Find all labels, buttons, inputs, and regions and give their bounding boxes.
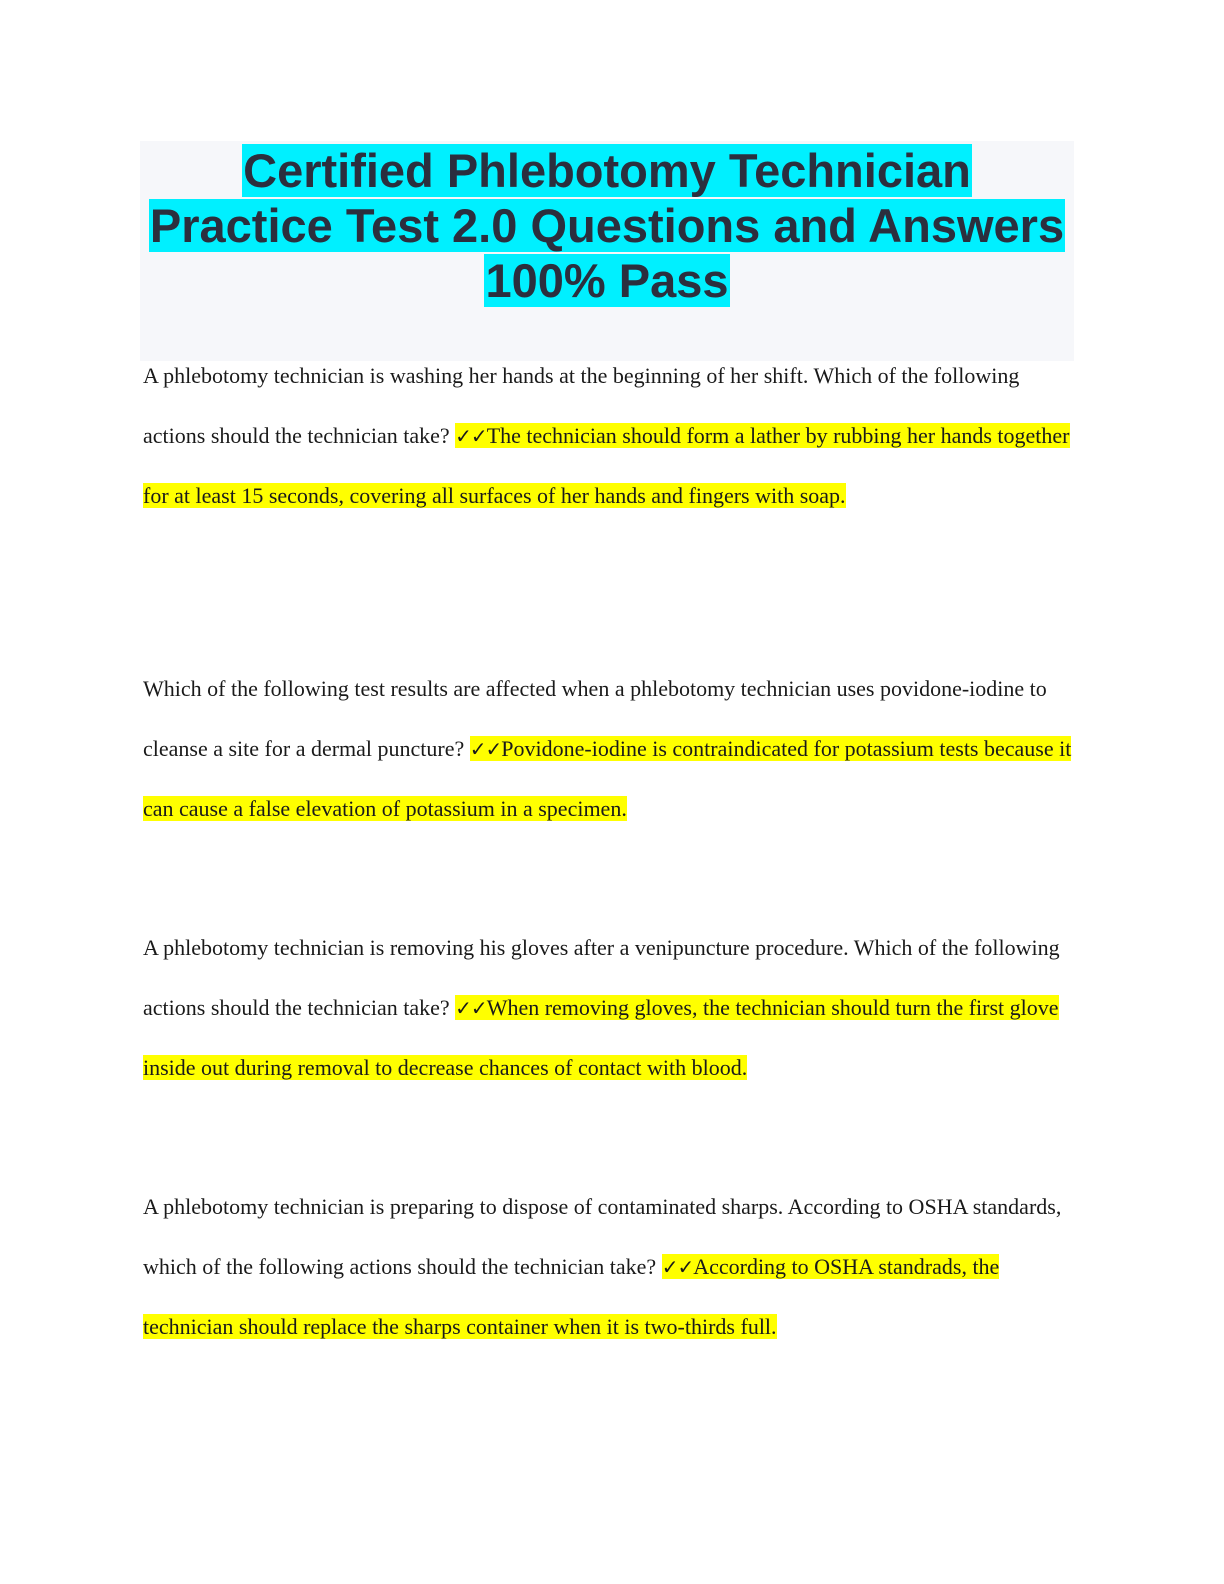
title-text-1: Certified Phlebotomy Technician xyxy=(243,144,971,197)
qa-item-2 xyxy=(143,659,1083,839)
qa-item-1 xyxy=(143,346,1083,526)
answer-text: The technician should form a lather by rubbing her hands together for at least 15 seconds, covering all surfaces of her hands and fingers with soap. xyxy=(143,422,1070,508)
double-check-icon: ✓✓ xyxy=(455,423,487,448)
answer-text: When removing gloves, the technician should turn the first glove inside out during removal to decrease chances of contact with blood. xyxy=(143,994,1059,1080)
question-text: A phlebotomy technician is preparing to dispose of contaminated sharps. According to OSHA standards, which of the following actions should the technician take? xyxy=(143,1194,1062,1279)
title-block xyxy=(140,141,1074,361)
title-text-3: 100% Pass xyxy=(485,254,729,307)
double-check-icon: ✓✓ xyxy=(455,995,487,1020)
question-text: Which of the following test results are affected when a phlebotomy technician uses povidone-iodine to cleanse a site for a dermal puncture? xyxy=(143,676,1047,761)
answer-text: Povidone-iodine is contraindicated for potassium tests because it can cause a false elevation of potassium in a specimen. xyxy=(143,735,1072,821)
title-text-2: Practice Test 2.0 Questions and Answers xyxy=(149,199,1065,252)
title-line-1 xyxy=(140,143,1074,198)
qa-item-3 xyxy=(143,918,1083,1098)
answer-text: According to OSHA standrads, the technician should replace the sharps container when it is two-thirds full. xyxy=(143,1253,1000,1339)
title-line-3 xyxy=(140,253,1074,308)
qa-item-4 xyxy=(143,1177,1083,1357)
question-text: A phlebotomy technician is washing her hands at the beginning of her shift. Which of the following actions should the technician take? xyxy=(143,363,1020,448)
title-line-2 xyxy=(140,198,1074,253)
double-check-icon: ✓✓ xyxy=(469,736,502,761)
question-text: A phlebotomy technician is removing his gloves after a venipuncture procedure. Which of the following actions should the technician take? xyxy=(143,935,1060,1020)
double-check-icon: ✓✓ xyxy=(661,1254,694,1279)
